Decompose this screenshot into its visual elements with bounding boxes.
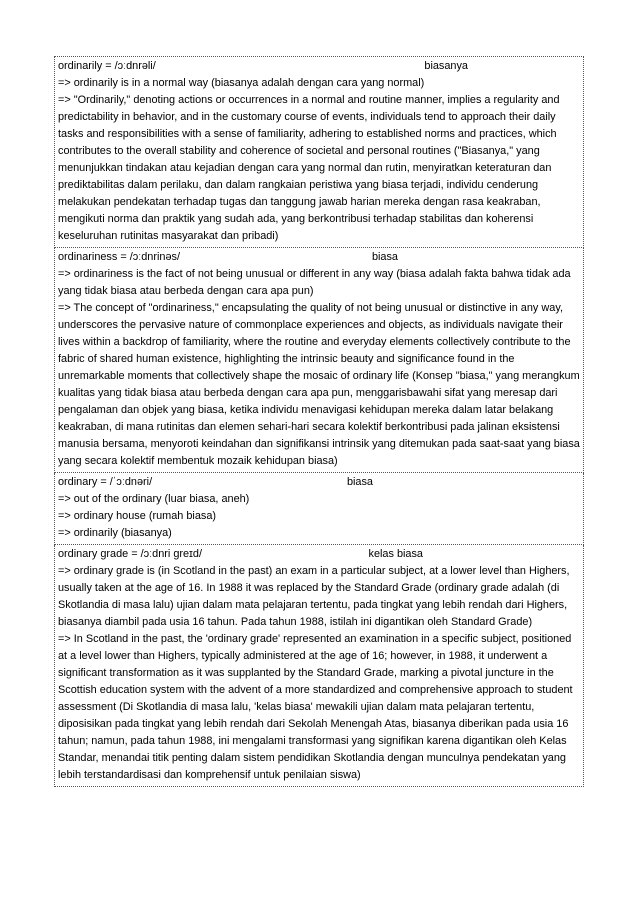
entry-ordinary: [54, 473, 584, 545]
glossary-table: [54, 56, 584, 787]
definition-line: => out of the ordinary (luar biasa, aneh): [58, 493, 250, 505]
entry-ordinarily: [54, 56, 584, 248]
entry-ordinary-grade: [54, 545, 584, 787]
translation: biasanya: [424, 60, 468, 72]
definition-line: => ordinary house (rumah biasa): [58, 510, 216, 522]
definition-line: => The concept of "ordinariness," encapsulating the quality of not being unusual or distinctive in any way, underscores the pervasive nature of commonplace experiences and objects, as individuals navigate their lives within a backdrop of familiarity, where the routine and everyday elements collectively contribute to the fabric of shared human existence, highlighting the intrinsic beauty and significance found in the unremarkable moments that collectively shape the mosaic of ordinary life (Konsep "biasa," yang merangkum kualitas yang tidak biasa atau berbeda dengan cara apa pun, menggarisbawahi sifat yang meresap dari pengalaman dan objek yang biasa, ketika individu menavigasi kehidupan mereka dalam latar belakang keakraban, di mana rutinitas dan elemen sehari-hari secara kolektif berkontribusi pada jalinan eksistensi manusia bersama, menyoroti keindahan dan signifikansi intrinsik yang ditemukan pada saat-saat yang biasa yang secara kolektif membentuk mozaik kehidupan biasa): [58, 302, 580, 467]
definition-line: => ordinary grade is (in Scotland in the past) an exam in a particular subject, at a lower level than Highers, usually taken at the age of 16. In 1988 it was replaced by the Standard Grade (ordinary grade adalah (di Skotlandia di masa lalu) ujian dalam mata pelajaran tertentu, pada tingkat yang lebih rendah dari Highers, biasanya diambil pada usia 16 tahun. Pada tahun 1988, istilah ini digantikan oleh Standard Grade): [58, 565, 570, 628]
translation: biasa: [371, 251, 398, 263]
definition-line: => ordinarily is in a normal way (biasanya adalah dengan cara yang normal): [58, 77, 425, 89]
definition-line: => "Ordinarily," denoting actions or occurrences in a normal and routine manner, implies a regularity and predictability in behavior, and in the customary course of events, individuals tend to approach their daily tasks and responsibilities with a sense of familiarity, adhering to established norms and practices, which contributes to the overall stability and coherence of societal and personal routines ("Biasanya," yang menunjukkan tindakan atau kejadian dengan cara yang normal dan rutin, menyiratkan keteraturan dan prediktabilitas dalam perilaku, dan dalam rangkaian peristiwa yang biasa terjadi, individu cenderung melakukan pendekatan terhadap tugas dan tanggung jawab harian mereka dengan rasa keakraban, mengikuti norma dan praktik yang sudah ada, yang berkontribusi terhadap stabilitas dan koherensi keseluruhan rutinitas masyarakat dan pribadi): [58, 94, 560, 242]
translation: kelas biasa: [368, 548, 423, 560]
definition-line: => ordinariness is the fact of not being unusual or different in any way (biasa adalah fakta bahwa tidak ada yang tidak biasa atau berbeda dengan cara apa pun): [58, 268, 571, 297]
headword: ordinary grade = /ɔːdnri greɪd/: [58, 548, 203, 560]
headword: ordinariness = /ɔːdnrinəs/: [58, 251, 180, 263]
headword: ordinary = /ˈɔːdnəri/: [58, 476, 153, 488]
entry-ordinariness: [54, 248, 584, 473]
definition-line: => In Scotland in the past, the 'ordinary grade' represented an examination in a specific subject, positioned at a level lower than Highers, typically administered at the age of 16; however, in 1988, it underwent a significant transformation as it was supplanted by the Standard Grade, marking a pivotal juncture in the Scottish education system with the advent of a more standardized and comprehensive approach to student assessment (Di Skotlandia di masa lalu, 'kelas biasa' mewakili ujian dalam mata pelajaran tertentu, diposisikan pada tingkat yang lebih rendah dari Sekolah Menengah Atas, biasanya diberikan pada usia 16 tahun; namun, pada tahun 1988, ini mengalami transformasi yang signifikan karena digantikan oleh Kelas Standar, menandai titik penting dalam sistem pendidikan Skotlandia dengan munculnya pendekatan yang lebih terstandardisasi dan komprehensif untuk penilaian siswa): [58, 633, 573, 781]
translation: biasa: [346, 476, 373, 488]
headword: ordinarily = /ɔːdnrəli/: [58, 60, 156, 72]
definition-line: => ordinarily (biasanya): [58, 527, 172, 539]
